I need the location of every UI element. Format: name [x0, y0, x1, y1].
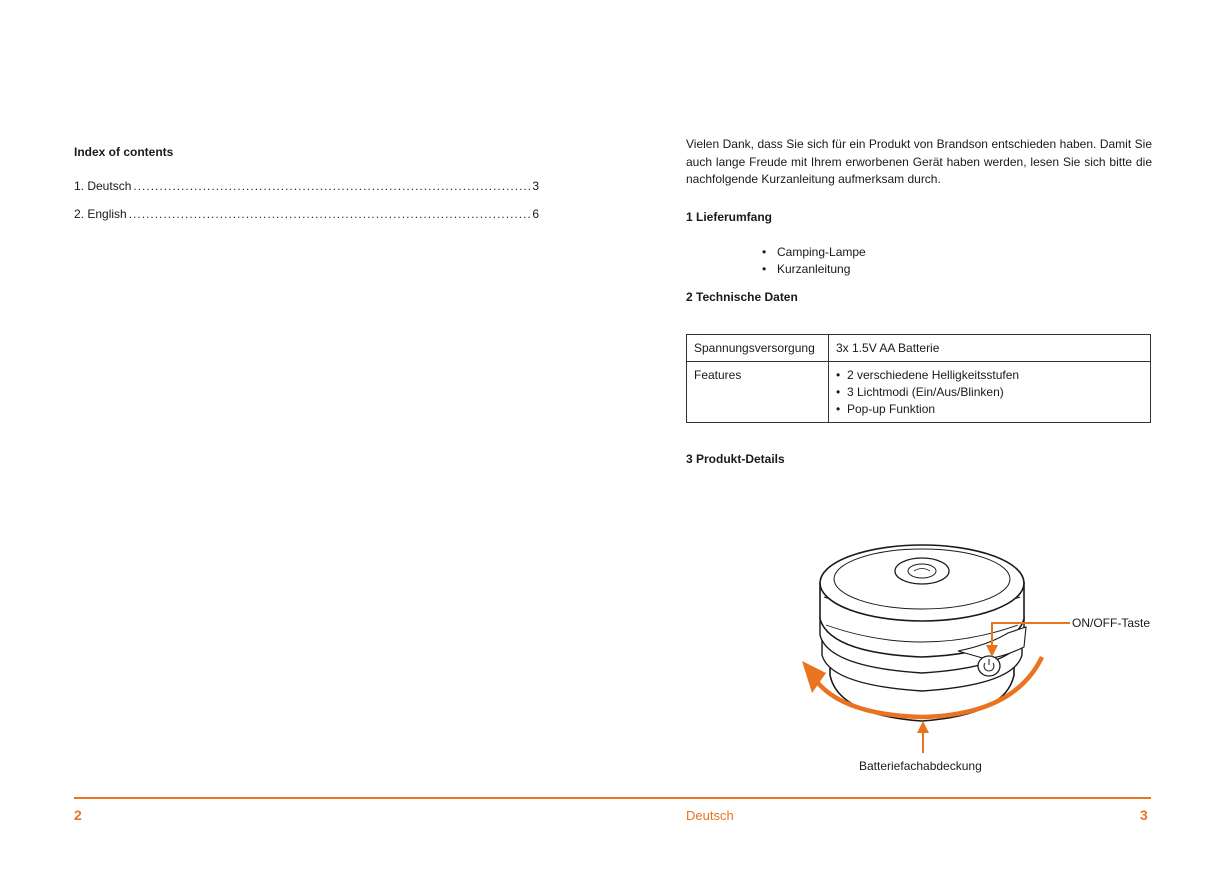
delivery-list [762, 244, 866, 278]
toc-leader-dots [129, 207, 531, 221]
toc-leader-dots [133, 179, 530, 193]
footer-rule [74, 797, 1151, 799]
toc-entry-english[interactable] [74, 207, 539, 221]
intro-paragraph: Vielen Dank, dass Sie sich für ein Produkt von Brandson entschieden haben. Damit Sie auch lange Freude mit Ihrem erworbenen Gerät haben werden, lesen Sie sich bitte die nachfolgende Kurzanleitung aufmerksam durch. [686, 137, 1152, 186]
spec-table [686, 334, 1151, 423]
toc-entry-page: 3 [532, 179, 539, 193]
toc-entry-deutsch[interactable] [74, 179, 539, 193]
feature-list [836, 367, 1143, 418]
page-number-left: 2 [74, 807, 82, 823]
section-heading-produkt-details: 3 Produkt-Details [686, 452, 785, 466]
feature-item: • 3 Lichtmodi (Ein/Aus/Blinken) [836, 384, 1143, 401]
toc-entry-page: 6 [532, 207, 539, 221]
section-heading-lieferumfang: 1 Lieferumfang [686, 210, 773, 224]
toc-entry-label: 2. English [74, 207, 127, 221]
cover-arrowhead-icon [917, 721, 929, 733]
camping-lamp-illustration [790, 535, 1080, 760]
spec-value [829, 362, 1151, 423]
toc-entry-label: 1. Deutsch [74, 179, 132, 193]
delivery-item: • Camping-Lampe [762, 244, 866, 261]
section-heading-technische-daten: 2 Technische Daten [686, 290, 798, 304]
feature-item: • 2 verschiedene Helligkeitsstufen [836, 367, 1143, 384]
label-battery-cover: Batteriefachabdeckung [859, 759, 982, 773]
spec-key: Spannungsversorgung [687, 335, 829, 362]
spec-value: 3x 1.5V AA Batterie [829, 335, 1151, 362]
delivery-item: • Kurzanleitung [762, 261, 866, 278]
spec-key: Features [687, 362, 829, 423]
footer-language: Deutsch [686, 808, 734, 823]
power-button-icon [978, 656, 1000, 676]
feature-item: • Pop-up Funktion [836, 401, 1143, 418]
toc-title: Index of contents [74, 145, 174, 159]
label-on-off-button: ON/OFF-Taste [1072, 616, 1151, 630]
table-row [687, 335, 1151, 362]
table-row [687, 362, 1151, 423]
page-number-right: 3 [1140, 807, 1148, 823]
